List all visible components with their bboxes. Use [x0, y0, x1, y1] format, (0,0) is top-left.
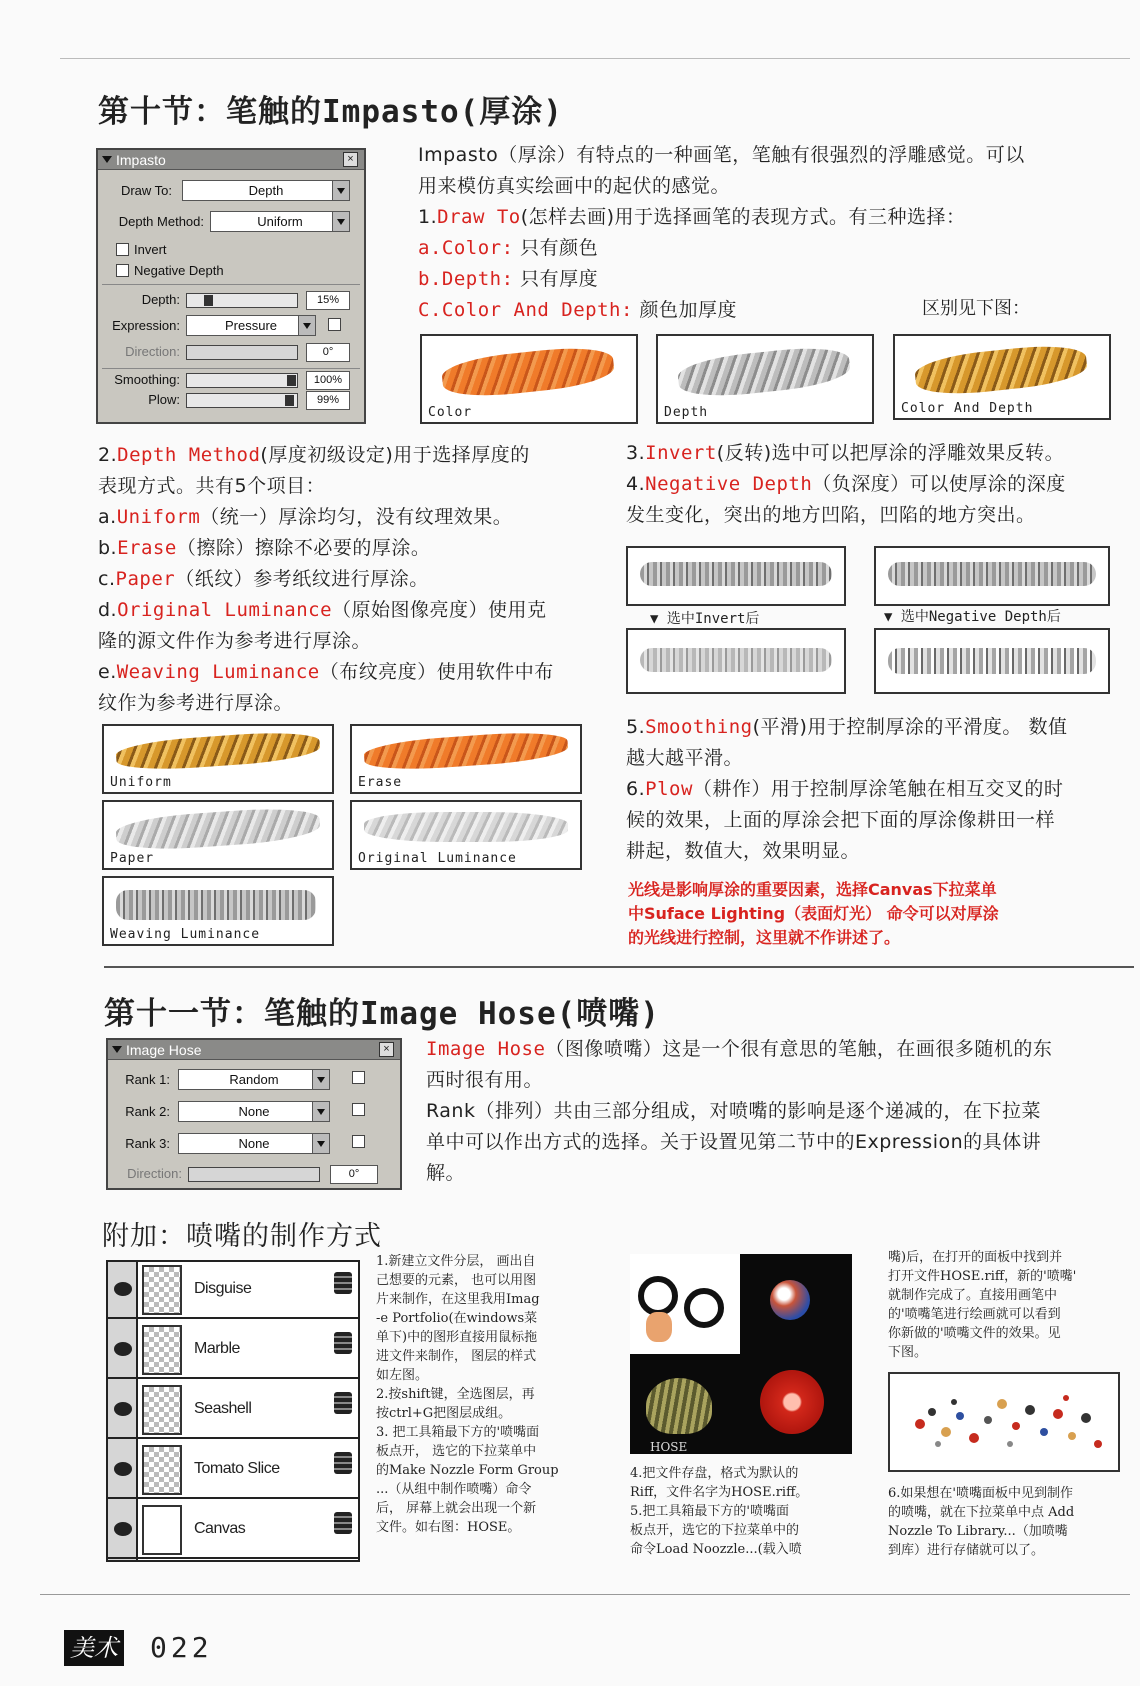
expression-select[interactable]: [186, 315, 316, 336]
item-key: Draw To: [437, 206, 521, 228]
text-line: 按ctrl+G把图层成组。: [376, 1406, 512, 1421]
smoothing-label: Smoothing:: [114, 372, 180, 387]
text-line: ...（从组中制作喷嘴）命令: [376, 1482, 532, 1497]
text-line: 文件。如右图：HOSE。: [376, 1520, 521, 1535]
eye-icon[interactable]: [114, 1342, 132, 1356]
stroke-image: [913, 341, 1088, 399]
text-line: 你新做的'喷嘴文件的效果。见: [888, 1326, 1061, 1341]
draw-to-value: Depth: [248, 183, 284, 198]
item-num: 2.: [98, 444, 118, 466]
text-line: 3. 把工具箱最下方的'喷嘴面: [376, 1425, 540, 1440]
appendix-col1: [376, 1252, 596, 1537]
item-key: Image Hose: [426, 1038, 546, 1060]
rank1-label: Rank 1:: [125, 1072, 170, 1087]
item-num: e.: [98, 661, 117, 683]
item-key: Plow: [645, 778, 693, 800]
rank2-value: None: [238, 1104, 270, 1119]
eye-icon[interactable]: [114, 1522, 132, 1536]
footer-logo: 美术: [64, 1630, 124, 1666]
text-line: 的Make Nozzle Form Group: [376, 1463, 559, 1478]
layer-thumbnail: [142, 1445, 182, 1495]
item-key: Paper: [115, 568, 176, 590]
hose-direction-value-field[interactable]: 0°: [330, 1165, 378, 1184]
item-text: （擦除）擦除不必要的厚涂。: [176, 537, 431, 559]
text-line: 后， 屏幕上就会出现一个新: [376, 1501, 537, 1516]
layer-row[interactable]: [108, 1442, 358, 1499]
draw-to-label: Draw To:: [120, 183, 172, 198]
chevron-down-icon: [312, 1070, 329, 1089]
layer-name: Canvas: [194, 1520, 246, 1537]
impasto-panel-header: [98, 150, 364, 170]
text-line: 的喷嘴，就在下拉菜单中点 Add: [888, 1505, 1075, 1520]
item-text: 越大越平滑。: [626, 747, 744, 769]
negative-depth-checkbox[interactable]: [116, 264, 129, 277]
item-num: d.: [98, 599, 118, 621]
invert-checkbox[interactable]: [116, 243, 129, 256]
item-text: （布纹亮度）使用软件中布: [319, 661, 554, 683]
rank1-value: Random: [229, 1072, 279, 1087]
sample-normal-1: [626, 546, 846, 606]
sample-erase: [350, 724, 582, 794]
layer-row[interactable]: [108, 1382, 358, 1439]
item-text: 解。: [426, 1162, 466, 1184]
appendix-title: 附加：喷嘴的制作方式: [102, 1221, 382, 1252]
stroke-image: [115, 729, 321, 773]
layer-thumbnail: [142, 1265, 182, 1315]
item-text: （统一）厚涂均匀，没有纹理效果。: [200, 506, 513, 528]
sample-color: [420, 334, 638, 424]
section-divider: [104, 966, 1134, 968]
item-num: c.: [98, 568, 116, 590]
stroke-image: [640, 648, 832, 672]
text-line: 就制作完成了。直接用画笔中: [888, 1288, 1058, 1303]
text-line: 板点开，选它的下拉菜单中的: [630, 1523, 800, 1538]
item4: [626, 469, 1126, 500]
layer-row[interactable]: [108, 1262, 358, 1319]
tomato-slice-icon: [760, 1370, 824, 1434]
item-key: Erase: [117, 537, 177, 559]
image-hose-panel-header: [108, 1040, 400, 1060]
layer-row[interactable]: [108, 1322, 358, 1379]
slider-thumb[interactable]: [285, 395, 294, 406]
item-text: 表现方式。共有5个项目：: [98, 475, 326, 497]
top-rule: [60, 58, 1130, 59]
item-text: （纸纹）参考纸纹进行厚涂。: [175, 568, 429, 590]
appendix-col3b: [888, 1484, 1128, 1560]
chevron-down-icon: [312, 1134, 329, 1153]
collapse-triangle-icon[interactable]: [112, 1046, 122, 1053]
stroke-image: [888, 648, 1096, 674]
item-text: （图像喷嘴）这是一个很有意思的笔触，在画很多随机的东: [545, 1038, 1053, 1060]
text-line: 1.新建立文件分层， 画出自: [376, 1254, 536, 1269]
item1: [418, 202, 1118, 233]
sample-normal-2: [874, 546, 1110, 606]
item-key: Color:: [441, 237, 514, 259]
footer-rule: [40, 1594, 1130, 1595]
lock-icon: [334, 1512, 352, 1534]
smoothing-plow-text: [626, 712, 1126, 867]
divider: [102, 284, 360, 285]
direction-slider[interactable]: [186, 345, 298, 360]
item-num: b.: [98, 537, 118, 559]
note-line: 的光线进行控制，这里就不作讲述了。: [628, 928, 901, 947]
sample-caption: Erase: [358, 775, 403, 790]
item-num: b.: [418, 268, 442, 290]
text-line: -e Portfolio(在windows菜: [376, 1311, 538, 1326]
item-text: 发生变化，突出的地方凹陷，凹陷的地方突出。: [626, 504, 1036, 526]
item6: [626, 774, 1126, 805]
stroke-image: [363, 729, 569, 773]
invert-negative-text: [626, 438, 1126, 531]
negative-depth-caption: ▼ 选中Negative Depth后: [884, 609, 1061, 625]
method-b: [98, 533, 618, 564]
stroke-image: [116, 890, 316, 920]
item-text: (厚度初级设定)用于选择厚度的: [260, 444, 530, 466]
item-key: Uniform: [116, 506, 201, 528]
text-line: 2.按shift键，全选图层，再: [376, 1387, 535, 1402]
depth-value-field[interactable]: 15%: [306, 291, 350, 310]
image-hose-panel-title: Image Hose: [126, 1042, 202, 1058]
item-num: 1.: [418, 206, 438, 228]
collapse-triangle-icon[interactable]: [102, 156, 112, 163]
close-icon[interactable]: ×: [343, 152, 358, 167]
appendix-col3: [888, 1248, 1128, 1362]
rank2-select[interactable]: [178, 1101, 330, 1122]
layer-stack-icon: [334, 1392, 352, 1414]
chevron-down-icon: [312, 1102, 329, 1121]
text-line: 如左图。: [376, 1368, 429, 1383]
section10-title: 第十节：笔触的Impasto(厚涂): [98, 94, 563, 130]
rank1-select[interactable]: [178, 1069, 330, 1090]
text-line: 6.如果想在'喷嘴面板中见到制作: [888, 1486, 1073, 1501]
item-key: Smoothing: [645, 716, 753, 738]
section11-title: 第十一节：笔触的Image Hose(喷嘴): [104, 996, 660, 1032]
text-line: 下图。: [888, 1345, 928, 1360]
section11-text: [426, 1034, 1126, 1189]
sample-inverted: [626, 628, 846, 694]
marble-icon: [770, 1280, 810, 1320]
layer-stack-icon: [334, 1332, 352, 1354]
text-line: 打开文件HOSE.riff，新的'喷嘴': [888, 1269, 1077, 1284]
item-text: 颜色加厚度: [632, 299, 737, 321]
seashell-icon: [646, 1378, 712, 1434]
sample-uniform: [102, 724, 334, 794]
item-text: 隆的源文件作为参考进行厚涂。: [98, 630, 372, 652]
method-c: [98, 564, 618, 595]
item-text: 单中可以作出方式的选择。关于设置见第二节中的Expression的具体讲: [426, 1131, 1042, 1153]
text-line: 4.把文件存盘，格式为默认的: [630, 1466, 799, 1481]
text-line: 5.把工具箱最下方的'喷嘴面: [630, 1504, 789, 1519]
item-num: a.: [418, 237, 442, 259]
sample-caption: Depth: [664, 405, 709, 420]
text-line: 板点开， 选它的下拉菜单中: [376, 1444, 537, 1459]
layer-row[interactable]: [108, 1502, 358, 1559]
appendix-col2: [630, 1464, 870, 1559]
glasses-lens-icon: [684, 1288, 724, 1328]
sample-paper: [102, 800, 334, 870]
direction-label: Direction:: [125, 344, 180, 359]
stroke-image: [640, 562, 832, 586]
stroke-image: [115, 805, 321, 853]
chevron-down-icon: [332, 181, 349, 200]
item-text: （耕作）用于控制厚涂笔触在相互交叉的时: [692, 778, 1064, 800]
rank3-select[interactable]: [178, 1133, 330, 1154]
sample-weaving-luminance: [102, 876, 334, 946]
layer-thumbnail: [142, 1505, 182, 1555]
divider: [102, 368, 360, 369]
slider-thumb[interactable]: [287, 375, 296, 386]
method-e: [98, 657, 618, 688]
text-line: 嘴)后，在打开的面板中找到并: [888, 1250, 1063, 1265]
nozzle-scatter: [890, 1374, 1118, 1470]
item-key: Invert: [645, 442, 717, 464]
layer-thumbnail: [142, 1385, 182, 1435]
diff-note: 区别见下图：: [922, 298, 1030, 319]
text-line: 片来制作，在这里我用Imag: [376, 1292, 540, 1307]
item-key: Weaving Luminance: [116, 661, 320, 683]
option-a: [418, 233, 1118, 264]
item3: [626, 438, 1126, 469]
item-text: 只有厚度: [513, 268, 599, 290]
close-icon[interactable]: ×: [379, 1042, 394, 1057]
rank3-label: Rank 3:: [125, 1136, 170, 1151]
hose-direction-label: Direction:: [127, 1166, 182, 1181]
smoothing-value-field[interactable]: 100%: [306, 371, 350, 390]
layer-name: Seashell: [194, 1400, 252, 1417]
hose-label: HOSE: [650, 1440, 688, 1454]
item-num: a.: [98, 506, 117, 528]
negative-depth-label: Negative Depth: [134, 263, 224, 278]
item-key: Depth:: [441, 268, 514, 290]
eye-icon[interactable]: [114, 1282, 132, 1296]
chevron-down-icon: [298, 316, 315, 335]
item-key: Original Luminance: [117, 599, 333, 621]
item-text: 只有颜色: [513, 237, 599, 259]
stroke-image: [364, 812, 568, 842]
intro-line: Impasto（厚涂）有特点的一种画笔，笔触有很强烈的浮雕感觉。可以: [418, 144, 1025, 166]
expression-checkbox[interactable]: [328, 318, 341, 331]
draw-to-select[interactable]: [182, 180, 350, 201]
item-num: 4.: [626, 473, 646, 495]
item-text: 西时很有用。: [426, 1069, 544, 1091]
rank1-checkbox[interactable]: [352, 1071, 365, 1084]
text-line: 己想要的元素， 也可以用图: [376, 1273, 537, 1288]
depth-method-label: Depth Method:: [118, 214, 204, 229]
image-hose-panel: [106, 1038, 402, 1190]
text-line: 单下)中的图形直接用鼠标拖: [376, 1330, 538, 1345]
sample-caption: Color: [428, 405, 473, 420]
sample-depth: [656, 334, 874, 424]
item-num: 6.: [626, 778, 646, 800]
sample-caption: Paper: [110, 851, 155, 866]
layers-panel: [106, 1260, 360, 1562]
page-number: 022: [150, 1631, 213, 1664]
impasto-panel: [96, 148, 366, 424]
text-line: 进文件来制作， 图层的样式: [376, 1349, 537, 1364]
lighting-note: [628, 878, 1128, 950]
depth-method-value: Uniform: [257, 214, 303, 229]
depth-slider[interactable]: [186, 293, 298, 308]
expression-label: Expression:: [112, 318, 180, 333]
item-num: 5.: [626, 716, 646, 738]
hose-direction-slider[interactable]: [188, 1167, 320, 1182]
sample-caption: Color And Depth: [901, 401, 1034, 416]
item-text: (怎样去画)用于选择画笔的表现方式。有三种选择：: [520, 206, 966, 228]
sample-caption: Uniform: [110, 775, 172, 790]
method-d: [98, 595, 618, 626]
layer-name: Disguise: [194, 1280, 252, 1297]
depth-method-text: [98, 440, 618, 719]
chevron-down-icon: [332, 212, 349, 231]
plow-label: Plow:: [148, 392, 180, 407]
nose-icon: [646, 1312, 672, 1342]
glasses-lens-icon: [638, 1276, 678, 1316]
item-text: (平滑)用于控制厚涂的平滑度。 数值: [752, 716, 1068, 738]
invert-caption: ▼ 选中Invert后: [650, 611, 760, 627]
intro-line: 用来模仿真实绘画中的起伏的感觉。: [418, 175, 731, 197]
nozzle-result-image: [888, 1372, 1120, 1472]
item-key: Depth Method: [117, 444, 261, 466]
plow-slider[interactable]: [186, 393, 298, 408]
layer-name: Marble: [194, 1340, 240, 1357]
eye-icon[interactable]: [114, 1462, 132, 1476]
rank3-checkbox[interactable]: [352, 1135, 365, 1148]
rank2-checkbox[interactable]: [352, 1103, 365, 1116]
layer-stack-icon: [334, 1452, 352, 1474]
text-line: 到库）进行存储就可以了。: [888, 1543, 1045, 1558]
item-num: 3.: [626, 442, 646, 464]
text-line: Riff，文件名字为HOSE.riff。: [630, 1485, 809, 1500]
item-text: 耕起，数值大，效果明显。: [626, 840, 861, 862]
sample-negative: [874, 628, 1110, 694]
slider-thumb[interactable]: [204, 295, 213, 306]
item-text: （负深度）可以使厚涂的深度: [812, 473, 1066, 495]
impasto-panel-title: Impasto: [116, 152, 166, 168]
item-text: 候的效果，上面的厚涂会把下面的厚涂像耕田一样: [626, 809, 1056, 831]
item-text: 纹作为参考进行厚涂。: [98, 692, 294, 714]
item-text: (反转)选中可以把厚涂的浮雕效果反转。: [716, 442, 1065, 464]
note-line: 光线是影响厚涂的重要因素，选择Canvas下拉菜单: [628, 880, 997, 899]
eye-icon[interactable]: [114, 1402, 132, 1416]
note-line: 中Suface Lighting（表面灯光） 命令可以对厚涂: [628, 904, 999, 923]
hose-image: [630, 1254, 852, 1454]
depth-label: Depth:: [141, 292, 180, 307]
item2: [98, 440, 618, 471]
option-b: [418, 264, 1118, 295]
item-key: Negative Depth: [645, 473, 813, 495]
item-text: Rank（排列）共由三部分组成，对喷嘴的影响是逐个递减的，在下拉菜: [426, 1100, 1041, 1122]
text-line: 命令Load Noozzle...(载入喷: [630, 1542, 802, 1557]
item-text: （原始图像亮度）使用克: [332, 599, 547, 621]
stroke-image: [888, 562, 1096, 586]
sample-caption: Original Luminance: [358, 851, 517, 866]
text-line: 的'喷嘴笔进行绘画就可以看到: [888, 1307, 1061, 1322]
method-a: [98, 502, 618, 533]
nozzle-objects: [915, 1395, 1102, 1448]
hose-line1: [426, 1034, 1126, 1065]
item-num: C.: [418, 299, 442, 321]
layer-name: Tomato Slice: [194, 1460, 280, 1477]
stroke-image: [676, 343, 851, 401]
rank3-value: None: [238, 1136, 270, 1151]
smoothing-slider[interactable]: [186, 373, 298, 388]
layer-stack-icon: [334, 1272, 352, 1294]
sample-color-depth: [893, 334, 1111, 420]
stroke-image: [440, 343, 615, 401]
glasses-tile: [630, 1254, 740, 1354]
item-key: Color And Depth:: [441, 299, 633, 321]
invert-label: Invert: [134, 242, 167, 257]
sample-caption: Weaving Luminance: [110, 927, 261, 942]
layer-thumbnail: [142, 1325, 182, 1375]
sample-original-luminance: [350, 800, 582, 870]
depth-method-select[interactable]: [210, 211, 350, 232]
rank2-label: Rank 2:: [125, 1104, 170, 1119]
item5: [626, 712, 1126, 743]
direction-value-field[interactable]: 0°: [306, 343, 350, 362]
text-line: Nozzle To Library...（加喷嘴: [888, 1524, 1068, 1539]
plow-value-field[interactable]: 99%: [306, 391, 350, 410]
expression-value: Pressure: [224, 318, 278, 333]
